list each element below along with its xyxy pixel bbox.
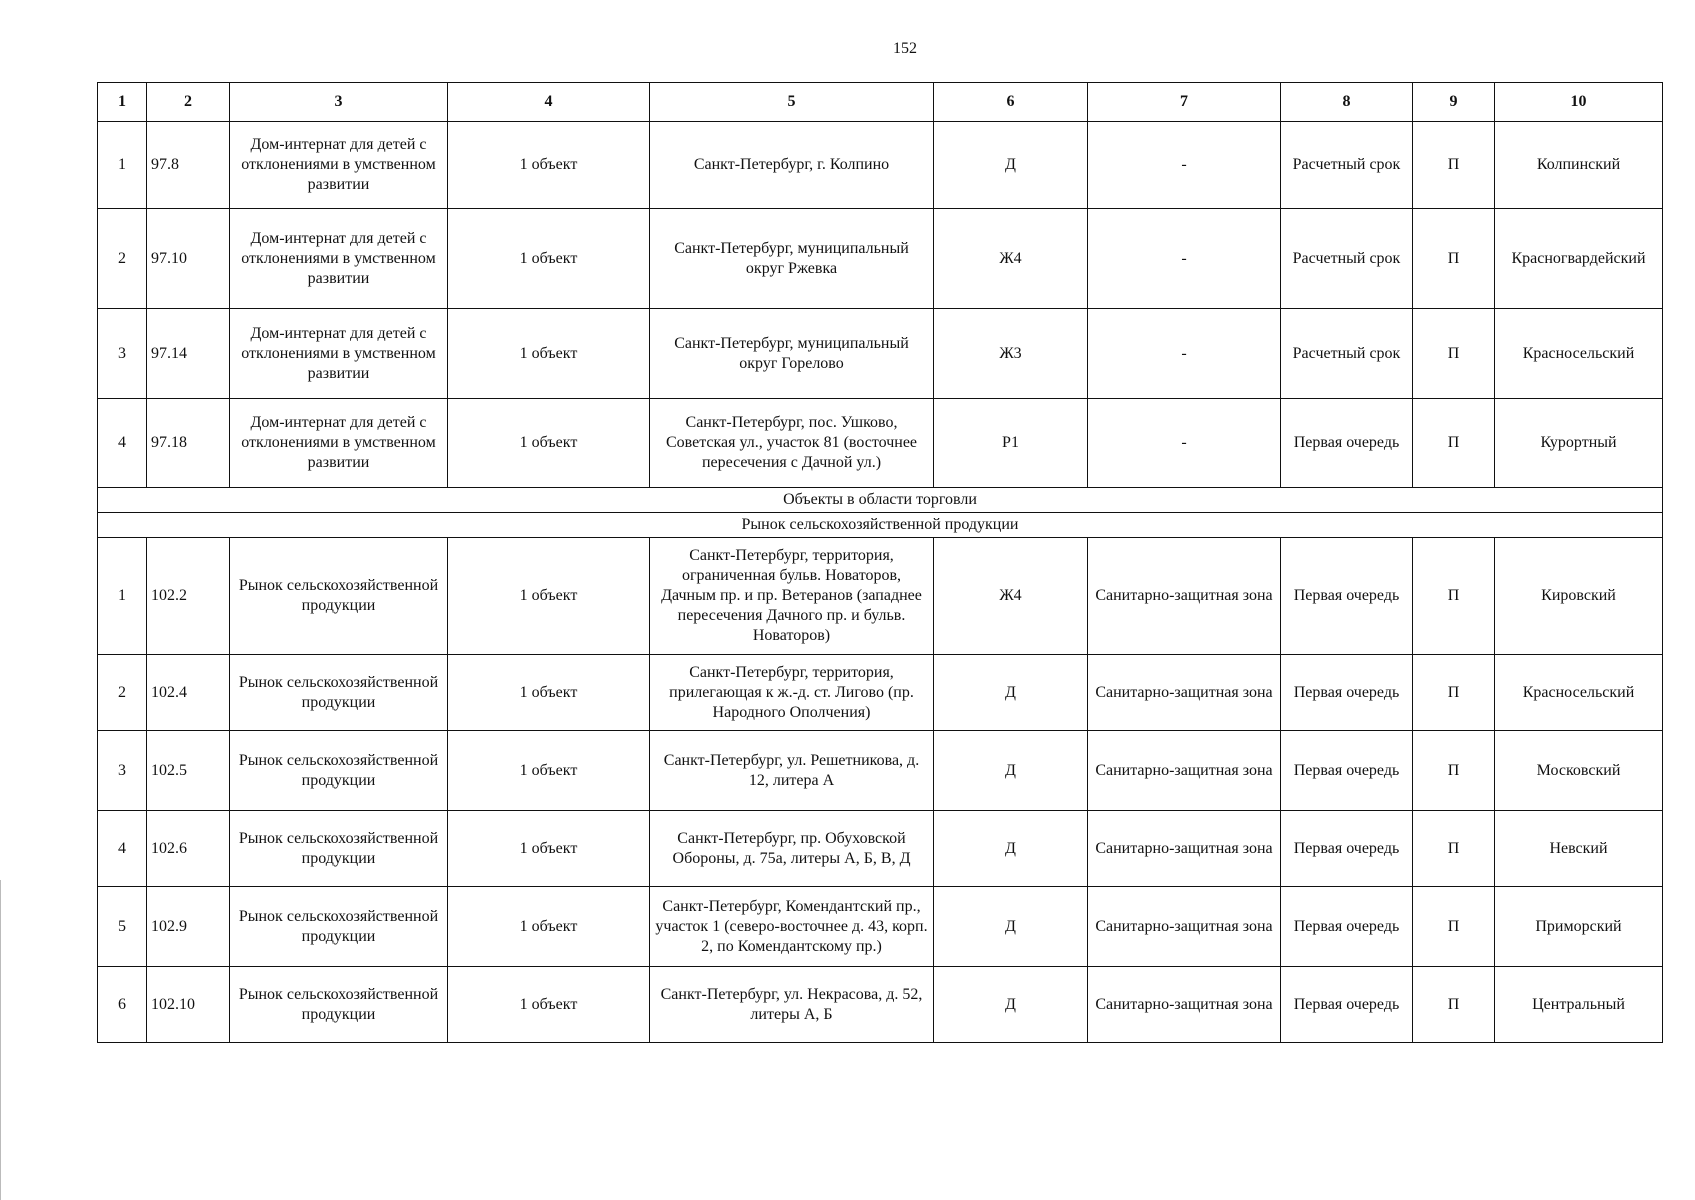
restriction-cell: Санитарно-защитная зона — [1088, 538, 1281, 655]
code-cell: 102.10 — [147, 967, 230, 1043]
restriction-cell: - — [1088, 309, 1281, 399]
quantity-cell: 1 объект — [448, 309, 650, 399]
quantity-cell: 1 объект — [448, 538, 650, 655]
row-number-cell: 2 — [98, 655, 147, 731]
term-cell: Первая очередь — [1281, 538, 1413, 655]
table-row — [98, 122, 1663, 209]
table-row — [98, 811, 1663, 887]
restriction-cell: Санитарно-защитная зона — [1088, 655, 1281, 731]
address-cell: Санкт-Петербург, пр. Обуховской Обороны, д. 75а, литеры А, Б, В, Д — [650, 811, 934, 887]
header-row — [98, 83, 1663, 122]
quantity-cell: 1 объект — [448, 811, 650, 887]
code-cell: 102.4 — [147, 655, 230, 731]
restriction-cell: Санитарно-защитная зона — [1088, 887, 1281, 967]
header-cell: 2 — [147, 83, 230, 122]
district-cell: Курортный — [1495, 399, 1663, 488]
header-cell: 5 — [650, 83, 934, 122]
table-row — [98, 731, 1663, 811]
address-cell: Санкт-Петербург, муниципальный округ Ржевка — [650, 209, 934, 309]
status-cell: П — [1413, 887, 1495, 967]
address-cell: Санкт-Петербург, муниципальный округ Горелово — [650, 309, 934, 399]
header-cell: 8 — [1281, 83, 1413, 122]
table-row — [98, 967, 1663, 1043]
district-cell: Кировский — [1495, 538, 1663, 655]
zone-cell: Д — [934, 967, 1088, 1043]
row-number-cell: 3 — [98, 309, 147, 399]
table-row — [98, 655, 1663, 731]
row-number-cell: 4 — [98, 399, 147, 488]
status-cell: П — [1413, 209, 1495, 309]
code-cell: 97.18 — [147, 399, 230, 488]
quantity-cell: 1 объект — [448, 731, 650, 811]
address-cell: Санкт-Петербург, ул. Некрасова, д. 52, литеры А, Б — [650, 967, 934, 1043]
address-cell: Санкт-Петербург, территория, прилегающая к ж.-д. ст. Лигово (пр. Народного Ополчения) — [650, 655, 934, 731]
code-cell: 102.6 — [147, 811, 230, 887]
row-number-cell: 3 — [98, 731, 147, 811]
term-cell: Расчетный срок — [1281, 309, 1413, 399]
code-cell: 97.8 — [147, 122, 230, 209]
section-title: Объекты в области торговли — [98, 488, 1663, 513]
address-cell: Санкт-Петербург, пос. Ушково, Советская ул., участок 81 (восточнее пересечения с Дачной ул.) — [650, 399, 934, 488]
zone-cell: Д — [934, 655, 1088, 731]
restriction-cell: Санитарно-защитная зона — [1088, 811, 1281, 887]
district-cell: Красносельский — [1495, 655, 1663, 731]
header-cell: 3 — [230, 83, 448, 122]
address-cell: Санкт-Петербург, ул. Решетникова, д. 12, литера А — [650, 731, 934, 811]
code-cell: 102.9 — [147, 887, 230, 967]
restriction-cell: - — [1088, 122, 1281, 209]
header-cell: 1 — [98, 83, 147, 122]
zone-cell: Д — [934, 731, 1088, 811]
table-row — [98, 309, 1663, 399]
objects-table — [97, 82, 1663, 1043]
term-cell: Первая очередь — [1281, 811, 1413, 887]
quantity-cell: 1 объект — [448, 209, 650, 309]
row-number-cell: 1 — [98, 538, 147, 655]
quantity-cell: 1 объект — [448, 967, 650, 1043]
object-name-cell: Дом-интернат для детей с отклонениями в умственном развитии — [230, 209, 448, 309]
status-cell: П — [1413, 399, 1495, 488]
object-name-cell: Рынок сельскохозяйственной продукции — [230, 967, 448, 1043]
status-cell: П — [1413, 655, 1495, 731]
code-cell: 102.5 — [147, 731, 230, 811]
term-cell: Расчетный срок — [1281, 122, 1413, 209]
header-cell: 10 — [1495, 83, 1663, 122]
restriction-cell: - — [1088, 209, 1281, 309]
zone-cell: Д — [934, 887, 1088, 967]
address-cell: Санкт-Петербург, территория, ограниченная бульв. Новаторов, Дачным пр. и пр. Ветеранов (западнее пересечения Дачного пр. и бульв. Новаторов) — [650, 538, 934, 655]
district-cell: Красносельский — [1495, 309, 1663, 399]
quantity-cell: 1 объект — [448, 655, 650, 731]
status-cell: П — [1413, 122, 1495, 209]
code-cell: 97.10 — [147, 209, 230, 309]
row-number-cell: 2 — [98, 209, 147, 309]
status-cell: П — [1413, 731, 1495, 811]
zone-cell: Р1 — [934, 399, 1088, 488]
status-cell: П — [1413, 309, 1495, 399]
object-name-cell: Рынок сельскохозяйственной продукции — [230, 655, 448, 731]
address-cell: Санкт-Петербург, г. Колпино — [650, 122, 934, 209]
header-cell: 4 — [448, 83, 650, 122]
quantity-cell: 1 объект — [448, 399, 650, 488]
object-name-cell: Рынок сельскохозяйственной продукции — [230, 811, 448, 887]
status-cell: П — [1413, 811, 1495, 887]
district-cell: Московский — [1495, 731, 1663, 811]
term-cell: Расчетный срок — [1281, 209, 1413, 309]
term-cell: Первая очередь — [1281, 399, 1413, 488]
term-cell: Первая очередь — [1281, 887, 1413, 967]
address-cell: Санкт-Петербург, Комендантский пр., участок 1 (северо-восточнее д. 43, корп. 2, по Комендантскому пр.) — [650, 887, 934, 967]
district-cell: Колпинский — [1495, 122, 1663, 209]
zone-cell: Ж3 — [934, 309, 1088, 399]
object-name-cell: Рынок сельскохозяйственной продукции — [230, 538, 448, 655]
subsection-title: Рынок сельскохозяйственной продукции — [98, 513, 1663, 538]
restriction-cell: - — [1088, 399, 1281, 488]
status-cell: П — [1413, 967, 1495, 1043]
code-cell: 97.14 — [147, 309, 230, 399]
page-number: 152 — [893, 40, 917, 57]
object-name-cell: Дом-интернат для детей с отклонениями в умственном развитии — [230, 309, 448, 399]
quantity-cell: 1 объект — [448, 122, 650, 209]
subsection-title-row — [98, 513, 1663, 538]
row-number-cell: 1 — [98, 122, 147, 209]
header-cell: 7 — [1088, 83, 1281, 122]
object-name-cell: Дом-интернат для детей с отклонениями в умственном развитии — [230, 122, 448, 209]
table-row — [98, 209, 1663, 309]
zone-cell: Ж4 — [934, 538, 1088, 655]
quantity-cell: 1 объект — [448, 887, 650, 967]
restriction-cell: Санитарно-защитная зона — [1088, 731, 1281, 811]
zone-cell: Д — [934, 122, 1088, 209]
scan-edge-mark — [0, 880, 1, 1200]
term-cell: Первая очередь — [1281, 967, 1413, 1043]
row-number-cell: 4 — [98, 811, 147, 887]
table-row — [98, 538, 1663, 655]
district-cell: Центральный — [1495, 967, 1663, 1043]
row-number-cell: 6 — [98, 967, 147, 1043]
object-name-cell: Дом-интернат для детей с отклонениями в умственном развитии — [230, 399, 448, 488]
header-cell: 6 — [934, 83, 1088, 122]
term-cell: Первая очередь — [1281, 655, 1413, 731]
district-cell: Приморский — [1495, 887, 1663, 967]
zone-cell: Ж4 — [934, 209, 1088, 309]
status-cell: П — [1413, 538, 1495, 655]
table-row — [98, 399, 1663, 488]
zone-cell: Д — [934, 811, 1088, 887]
district-cell: Невский — [1495, 811, 1663, 887]
object-name-cell: Рынок сельскохозяйственной продукции — [230, 731, 448, 811]
section-title-row — [98, 488, 1663, 513]
term-cell: Первая очередь — [1281, 731, 1413, 811]
row-number-cell: 5 — [98, 887, 147, 967]
object-name-cell: Рынок сельскохозяйственной продукции — [230, 887, 448, 967]
code-cell: 102.2 — [147, 538, 230, 655]
table-row — [98, 887, 1663, 967]
district-cell: Красногвардейский — [1495, 209, 1663, 309]
header-cell: 9 — [1413, 83, 1495, 122]
restriction-cell: Санитарно-защитная зона — [1088, 967, 1281, 1043]
